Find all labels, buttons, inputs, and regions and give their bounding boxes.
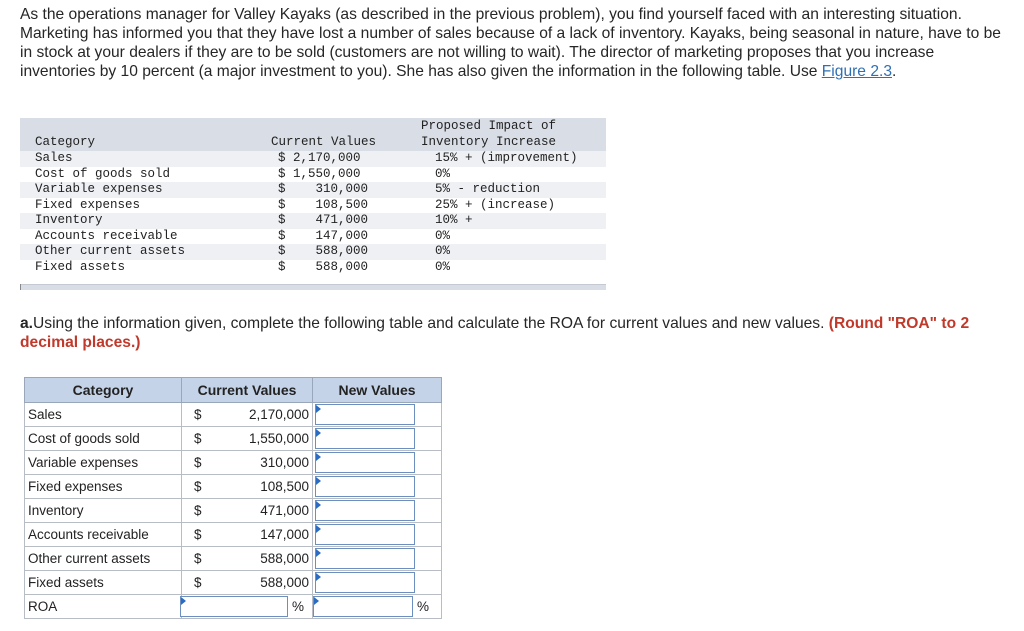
new-value-input[interactable]: [315, 404, 415, 425]
currency-sign: $: [194, 503, 202, 518]
row-current: [182, 427, 313, 451]
new-value-input[interactable]: [315, 500, 415, 521]
roa-current-cell: [182, 595, 313, 619]
col-header-current: Current Values: [182, 378, 313, 403]
given-impact-cell: 15% + (improvement): [435, 151, 578, 165]
given-category-cell: Accounts receivable: [35, 228, 178, 243]
answer-row: [25, 475, 442, 499]
figure-link[interactable]: Figure 2.3: [821, 63, 892, 80]
given-category-cell: Inventory: [35, 213, 103, 227]
current-value: 2,170,000: [248, 407, 309, 422]
current-value: 588,000: [260, 551, 309, 566]
row-new: [313, 523, 442, 547]
new-value-input[interactable]: [315, 428, 415, 449]
row-current: [182, 403, 313, 427]
new-value-input[interactable]: [315, 524, 415, 545]
row-category: Cost of goods sold: [25, 427, 182, 451]
current-value: 1,550,000: [248, 431, 309, 446]
roa-new-unit: %: [417, 599, 430, 614]
row-current: [182, 523, 313, 547]
row-new: [313, 451, 442, 475]
roa-new-cell: [313, 595, 442, 619]
impact-header-line1: Proposed Impact of: [421, 119, 557, 133]
row-category: Fixed expenses: [25, 475, 182, 499]
given-impact-cell: 10% +: [435, 213, 473, 227]
row-category: Sales: [25, 403, 182, 427]
answer-row: [25, 523, 442, 547]
currency-sign: $: [194, 407, 202, 422]
new-value-input[interactable]: [315, 476, 415, 497]
given-impact-cell: 5% - reduction: [435, 182, 541, 196]
given-current-cell: $ 108,500: [278, 197, 369, 212]
current-value: 310,000: [260, 455, 309, 470]
row-new: [313, 571, 442, 595]
roa-new-input[interactable]: [313, 596, 413, 617]
row-current: [182, 451, 313, 475]
given-current-cell: $ 588,000: [278, 259, 369, 274]
new-value-input[interactable]: [315, 548, 415, 569]
given-table-bottom-rule: [20, 284, 606, 290]
currency-sign: $: [194, 479, 202, 494]
currency-sign: $: [194, 455, 202, 470]
row-current: [182, 571, 313, 595]
given-current-cell: $ 310,000: [278, 182, 369, 196]
currency-sign: $: [194, 551, 202, 566]
given-category-cell: Other current assets: [35, 244, 186, 258]
current-value: 471,000: [260, 503, 309, 518]
given-current-cell: $ 147,000: [278, 228, 369, 243]
roa-label: ROA: [25, 595, 182, 619]
roa-current-unit: %: [292, 599, 305, 614]
row-current: [182, 547, 313, 571]
new-value-input[interactable]: [315, 452, 415, 473]
question-a: [20, 314, 1020, 352]
answer-row: [25, 547, 442, 571]
given-table-tick: [20, 284, 21, 290]
row-category: Variable expenses: [25, 451, 182, 475]
roa-current-input[interactable]: [180, 596, 288, 617]
currency-sign: $: [194, 431, 202, 446]
col-header-category: Category: [25, 378, 182, 403]
row-current: [182, 499, 313, 523]
answer-row: [25, 427, 442, 451]
given-current-cell: $ 2,170,000: [278, 151, 361, 165]
given-category-cell: Sales: [35, 151, 73, 165]
answer-row: [25, 451, 442, 475]
row-new: [313, 475, 442, 499]
question-text: Using the information given, complete the following table and calculate the ROA for current values and new values.: [33, 315, 829, 332]
given-category-cell: Variable expenses: [35, 182, 163, 196]
impact-header-line2: Inventory Increase: [421, 135, 557, 149]
currency-sign: $: [194, 575, 202, 590]
answer-table: [24, 377, 442, 619]
row-current: [182, 475, 313, 499]
given-header-category: Category: [35, 135, 96, 149]
row-category: Accounts receivable: [25, 523, 182, 547]
given-category-cell: Fixed expenses: [35, 197, 141, 212]
given-impact-cell: 0%: [435, 166, 451, 181]
problem-intro: [20, 5, 1010, 81]
row-category: Fixed assets: [25, 571, 182, 595]
rounding-instruction: (Round "ROA" to 2 decimal places.): [20, 315, 970, 351]
given-impact-cell: 25% + (increase): [435, 197, 556, 212]
answer-row: [25, 403, 442, 427]
given-header-current: Current Values: [271, 135, 377, 149]
answer-row: [25, 571, 442, 595]
current-value: 108,500: [260, 479, 309, 494]
given-category-cell: Cost of goods sold: [35, 166, 171, 181]
current-value: 588,000: [260, 575, 309, 590]
row-category: Other current assets: [25, 547, 182, 571]
given-current-cell: $ 1,550,000: [278, 166, 361, 181]
intro-text: As the operations manager for Valley Kayaks (as described in the previous problem), you find yourself faced with an interesting situation. Marketing has informed you that they have lost a number of sales because of a lack of inventory. Kayaks, being seasonal in nature, have to be in stock at your dealers if they are to be sold (customers are not willing to wait). The director of marketing proposes that you increase inventories by 10 percent (a major investment to you). She has also given the information in the following table. Use: [20, 6, 1001, 80]
given-impact-cell: 0%: [435, 259, 451, 274]
intro-end: .: [892, 63, 897, 80]
given-impact-cell: 0%: [435, 228, 451, 243]
row-new: [313, 427, 442, 451]
question-prefix: a.: [20, 315, 34, 332]
new-value-input[interactable]: [315, 572, 415, 593]
row-new: [313, 499, 442, 523]
given-impact-cell: 0%: [435, 244, 451, 258]
given-current-cell: $ 471,000: [278, 213, 369, 227]
answer-row: [25, 499, 442, 523]
given-category-cell: Fixed assets: [35, 259, 126, 274]
col-header-new: New Values: [313, 378, 442, 403]
row-new: [313, 547, 442, 571]
roa-row: [25, 595, 442, 619]
given-data-table: [20, 118, 606, 290]
given-current-cell: $ 588,000: [278, 244, 369, 258]
currency-sign: $: [194, 527, 202, 542]
row-new: [313, 403, 442, 427]
row-category: Inventory: [25, 499, 182, 523]
current-value: 147,000: [260, 527, 309, 542]
